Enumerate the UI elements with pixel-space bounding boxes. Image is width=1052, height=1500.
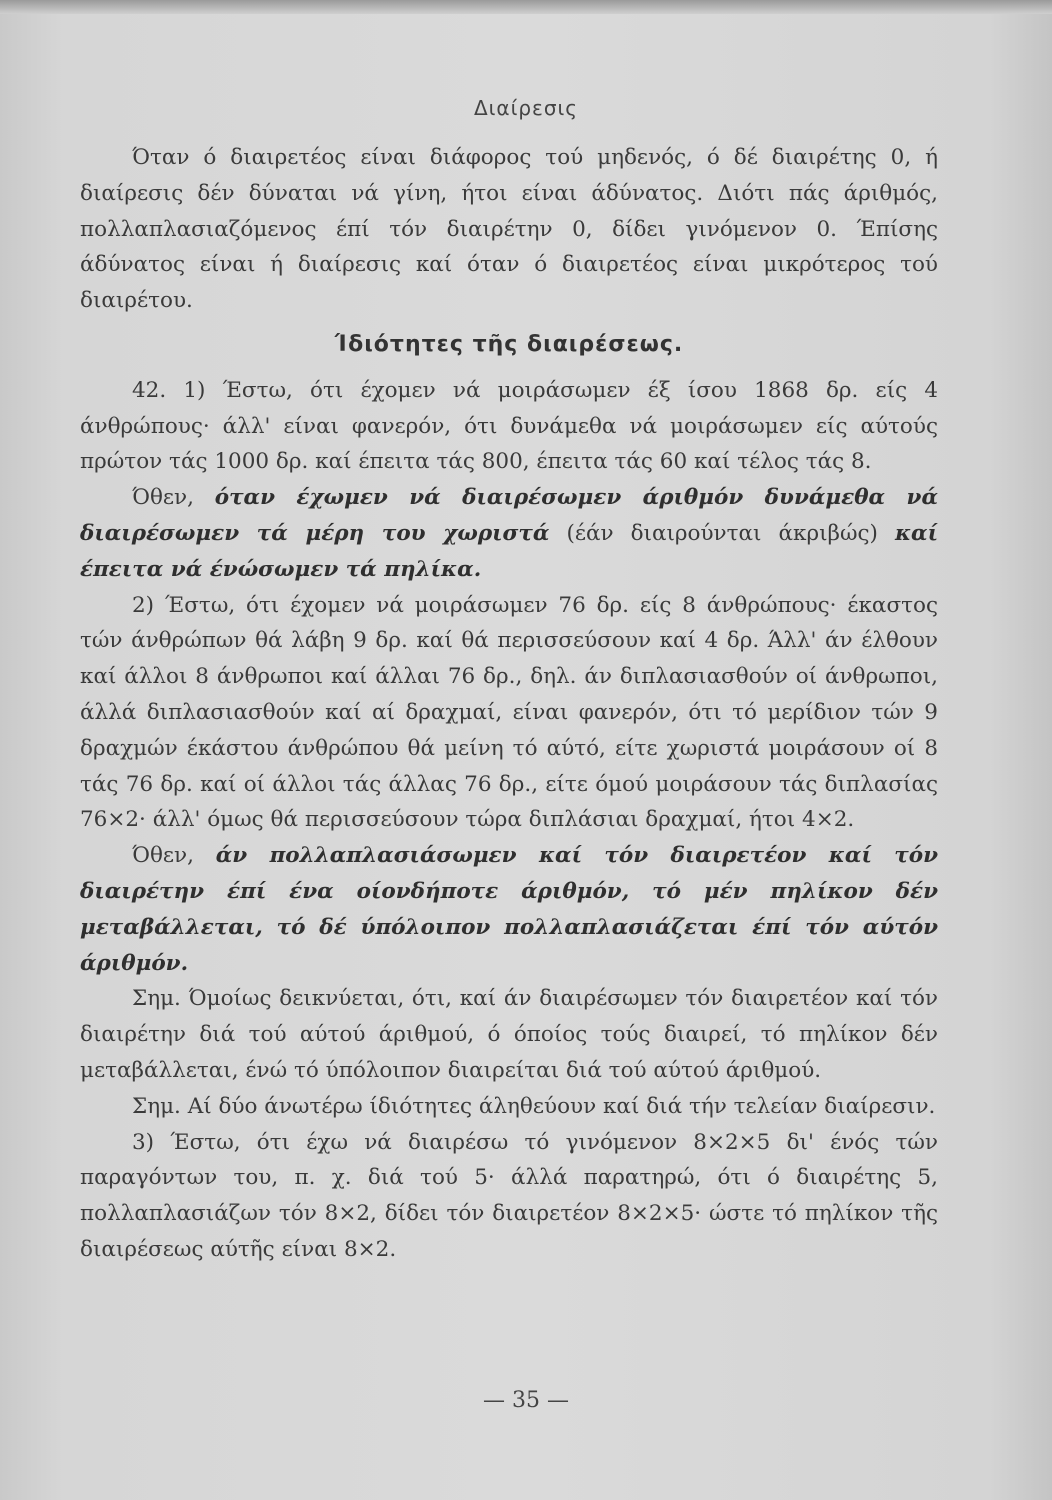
rule-1-bold-a: όταν έχωμεν νά διαιρέσωμεν άριθμόν δυνάμεθα νά διαιρέσωμεν τά μέρη του χωριστά [80, 485, 938, 546]
rule-1-bold-b: καί έπειτα νά ένώσωμεν τά πηλίκα. [80, 520, 939, 582]
running-header: Διαίρεσις [473, 96, 579, 120]
rule-1-paren: (έάν διαιρούνται άκριβώς) [549, 520, 895, 546]
paragraph-rule-2 [80, 838, 938, 981]
rule-2-bold: άν πολλαπλασιάσωμεν καί τόν διαιρετέον καί τόν διαιρέτην έπί ένα οίονδήποτε άριθμόν, τό μέν πηλίκον δέν μεταβάλλεται, τό δέ ύπόλοιπον πολλαπλασιάζεται έπί τόν αύτόν άριθμόν. [80, 843, 938, 976]
page-number: — 35 — [483, 1388, 569, 1413]
paragraph-note-1: Σημ. Όμοίως δεικνύεται, ότι, καί άν διαιρέσωμεν τόν διαιρετέον καί τόν διαιρέτην διά τού αύτού άριθμού, ό όποίος τούς διαιρεί, τό πηλίκον δέν μεταβάλλεται, ένώ τό ύπόλοιπον διαιρείται διά τού αύτού άριθμού. [80, 986, 938, 1083]
paragraph-note-2: Σημ. Αί δύο άνωτέρω ίδιότητες άληθεύουν καί διά τήν τελείαν διαίρεσιν. [132, 1093, 936, 1119]
paragraph-property-3: 3) Έστω, ότι έχω νά διαιρέσω τό γινόμενον 8×2×5 δι' ένός τών παραγόντων του, π. χ. διά τού 5· άλλά παρατηρώ, ότι ό διαιρέτης 5, πολλαπλασιάζων τόν 8×2, δίδει τόν διαιρετέον 8×2×5· ώστε τό πηλίκον τῆς διαιρέσεως αύτῆς είναι 8×2. [80, 1129, 938, 1262]
rule-2-lead: Όθεν, [132, 843, 216, 869]
paragraph-property-1: 42. 1) Έστω, ότι έχομεν νά μοιράσωμεν έξ ίσου 1868 δρ. είς 4 άνθρώπους· άλλ' είναι φανερόν, ότι δυνάμεθα νά μοιράσωμεν είς αύτούς πρώτον τάς 1000 δρ. καί έπειτα τάς 800, έπειτα τάς 60 καί τέλος τάς 8. [80, 377, 938, 475]
section-heading: Ίδιότητες τῆς διαιρέσεως. [334, 331, 684, 357]
paragraph-property-2: 2) Έστω, ότι έχομεν νά μοιράσωμεν 76 δρ. είς 8 άνθρώπους· έκαστος τών άνθρώπων θά λάβη 9 δρ. καί θά περισσεύσουν καί 4 δρ. Άλλ' άν έλθουν καί άλλοι 8 άνθρωποι καί άλλαι 76 δρ., δηλ. άν διπλασιασθούν οί άνθρωποι, άλλά διπλασιασθούν καί αί δραχμαί, είναι φανερόν, ότι τό μερίδιον τών 9 δραχμών έκάστου άνθρώπου θά μείνη τό αύτό, είτε χωριστά μοιράσουν οί 8 τάς 76 δρ. καί οί άλλοι τάς άλλας 76 δρ., είτε όμού μοιράσουν τάς διπλασίας 76×2· άλλ' όμως θά περισσεύσουν τώρα διπλάσιαι δραχμαί, ήτοι 4×2. [80, 592, 938, 833]
page-top-edge [0, 0, 1052, 14]
paragraph-rule-1 [80, 480, 938, 587]
page-body [80, 140, 938, 1268]
rule-1-lead: Όθεν, [132, 485, 215, 511]
paragraph-division-impossible: Όταν ό διαιρετέος είναι διάφορος τού μηδενός, ό δέ διαιρέτης 0, ή διαίρεσις δέν δύναται νά γίνη, ήτοι είναι άδύνατος. Διότι πάς άριθμός, πολλαπλασιαζόμενος έπί τόν διαιρέτην 0, δίδει γινόμενον 0. Έπίσης άδύνατος είναι ή διαίρεσις καί όταν ό διαιρετέος είναι μικρότερος τού διαιρέτου. [80, 145, 938, 314]
